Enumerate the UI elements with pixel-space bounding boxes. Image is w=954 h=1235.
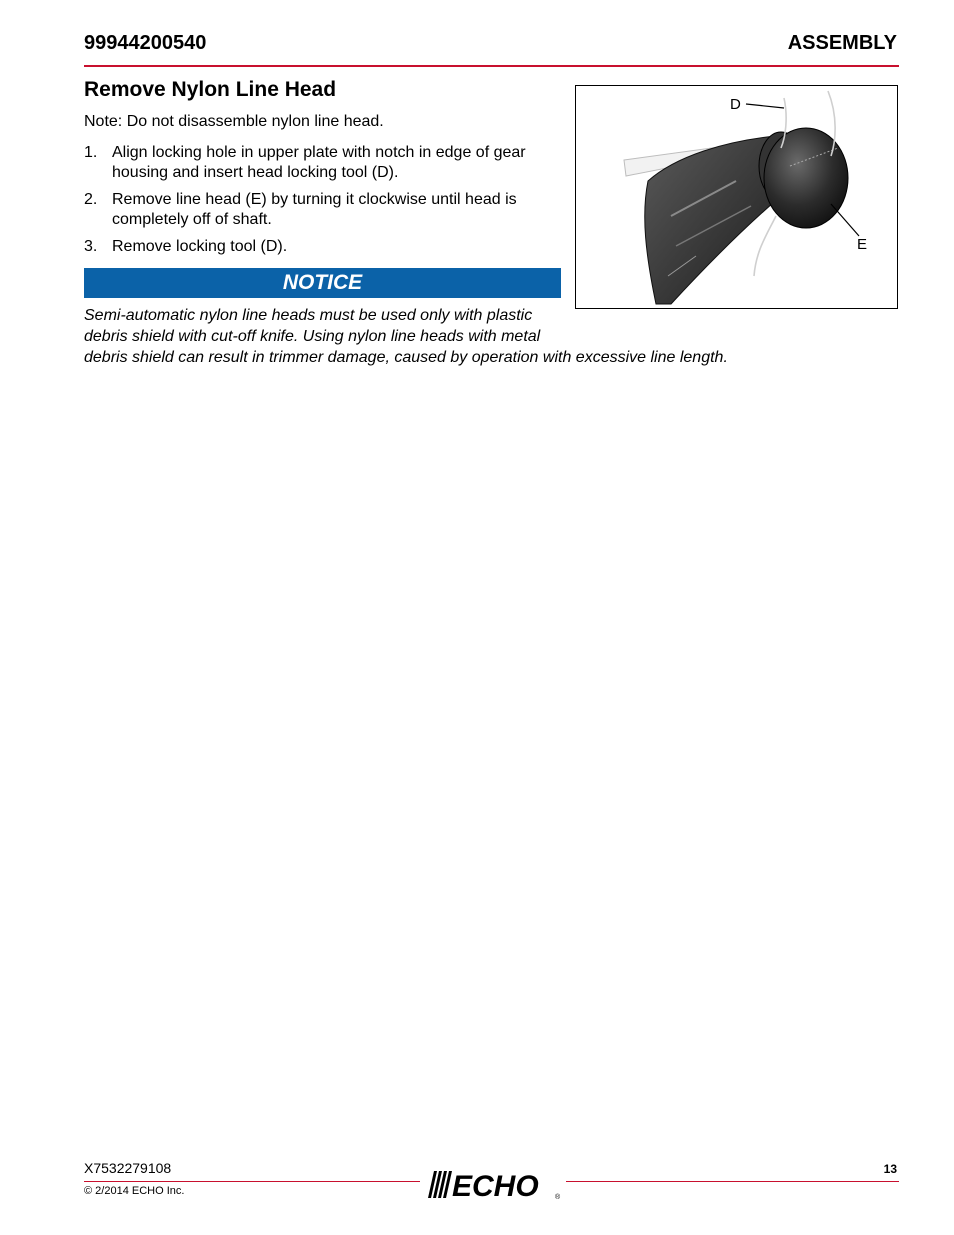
trimmer-head-illustration [576, 86, 897, 308]
list-item [84, 190, 564, 230]
list-item [84, 237, 564, 257]
section-title: Remove Nylon Line Head [84, 78, 337, 101]
step-number: 3. [84, 238, 98, 255]
step-text: Remove locking tool (D). [112, 238, 288, 255]
line-head-figure [575, 85, 898, 309]
steps-list [84, 143, 564, 264]
step-text: Remove line head (E) by turning it clockwise until head is completely off of shaft. [112, 191, 517, 228]
callout-e-label: E [857, 236, 868, 253]
logo-wordmark: ECHO [452, 1170, 539, 1201]
step-text: Align locking hole in upper plate with notch in edge of gear housing and insert head locking tool (D). [112, 144, 526, 181]
notice-body [84, 305, 902, 368]
page-number: 13 [883, 1162, 897, 1176]
footer-divider-left [84, 1181, 420, 1182]
registered-mark: ® [555, 1194, 561, 1201]
callout-d-label: D [730, 96, 741, 113]
note-text: Note: Do not disassemble nylon line head. [84, 113, 384, 130]
copyright-text: © 2/2014 ECHO Inc. [84, 1185, 185, 1197]
doc-number: 99944200540 [84, 32, 207, 54]
step-number: 2. [84, 191, 98, 208]
echo-logo [420, 1163, 566, 1201]
section-heading: ASSEMBLY [787, 32, 897, 54]
footer-divider-right [566, 1181, 899, 1182]
notice-text: Semi-automatic nylon line heads must be used only with plastic debris shield with cut-off knife. Using nylon line heads with metal debris shield can result in trimmer damage, caused by operation with excessive line length. [84, 307, 728, 366]
step-number: 1. [84, 144, 98, 161]
notice-banner: NOTICE [84, 268, 561, 298]
list-item [84, 143, 564, 183]
part-number: X7532279108 [84, 1160, 172, 1176]
header-divider [84, 65, 899, 67]
